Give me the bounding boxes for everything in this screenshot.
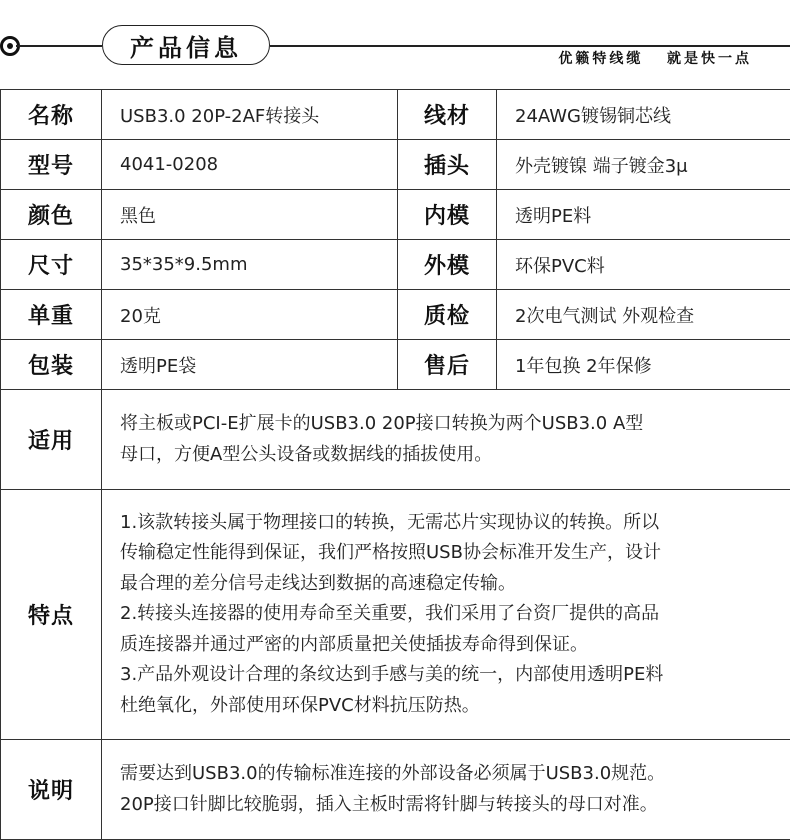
spec-value: 透明PE袋 — [102, 340, 398, 390]
spec-row — [1, 190, 790, 240]
features-line: 1.该款转接头属于物理接口的转换，无需芯片实现协议的转换。所以 — [120, 511, 660, 533]
notes-label: 说明 — [1, 740, 102, 840]
spec-value: 20克 — [102, 290, 398, 340]
features-line: 最合理的差分信号走线达到数据的高速稳定传输。 — [120, 572, 516, 594]
spec-label: 外模 — [398, 240, 497, 290]
spec-row — [1, 290, 790, 340]
spec-label: 线材 — [398, 90, 497, 140]
notes-row — [1, 740, 790, 840]
spec-value: 4041-0208 — [102, 140, 398, 190]
spec-row — [1, 140, 790, 190]
spec-label: 型号 — [1, 140, 102, 190]
usage-label: 适用 — [1, 390, 102, 490]
features-line: 传输稳定性能得到保证，我们严格按照USB协会标准开发生产，设计 — [120, 542, 661, 564]
spec-label: 包装 — [1, 340, 102, 390]
usage-line: 将主板或PCI-E扩展卡的USB3.0 20P接口转换为两个USB3.0 A型 — [120, 413, 644, 434]
spec-row — [1, 340, 790, 390]
spec-row — [1, 240, 790, 290]
spec-label: 内模 — [398, 190, 497, 240]
spec-table — [0, 89, 790, 840]
notes-line: 需要达到USB3.0的传输标准连接的外部设备必须属于USB3.0规范。 — [120, 763, 666, 784]
spec-value: 外壳镀镍 端子镀金3μ — [497, 140, 790, 190]
usage-text — [102, 390, 790, 490]
spec-value: 35*35*9.5mm — [102, 240, 398, 290]
spec-label: 售后 — [398, 340, 497, 390]
notes-line: 20P接口针脚比较脆弱，插入主板时需将针脚与转接头的母口对准。 — [120, 793, 658, 815]
usage-line: 母口，方便A型公头设备或数据线的插拔使用。 — [120, 443, 493, 465]
features-text — [102, 490, 790, 740]
features-line: 3.产品外观设计合理的条纹达到手感与美的统一，内部使用透明PE料 — [120, 664, 664, 686]
page-header — [0, 0, 790, 88]
features-row — [1, 490, 790, 740]
section-title: 产品信息 — [102, 25, 270, 65]
spec-label: 尺寸 — [1, 240, 102, 290]
header-line-right — [270, 45, 790, 47]
spec-label: 插头 — [398, 140, 497, 190]
spec-value: 1年包换 2年保修 — [497, 340, 790, 390]
notes-text — [102, 740, 790, 840]
spec-label: 名称 — [1, 90, 102, 140]
features-line: 质连接器并通过严密的内部质量把关使插拔寿命得到保证。 — [120, 633, 588, 655]
features-line: 2.转接头连接器的使用寿命至关重要，我们采用了台资厂提供的高品 — [120, 603, 660, 625]
header-line-left — [16, 45, 102, 47]
usage-row — [1, 390, 790, 490]
spec-value: 黑色 — [102, 190, 398, 240]
spec-label: 单重 — [1, 290, 102, 340]
spec-value: USB3.0 20P-2AF转接头 — [102, 90, 398, 140]
features-label: 特点 — [1, 490, 102, 740]
spec-value: 24AWG镀锡铜芯线 — [497, 90, 790, 140]
features-line: 杜绝氧化，外部使用环保PVC材料抗压防热。 — [120, 694, 480, 716]
spec-value: 透明PE料 — [497, 190, 790, 240]
spec-label: 颜色 — [1, 190, 102, 240]
spec-label: 质检 — [398, 290, 497, 340]
brand-slogan: 优籁特线缆 就是快一点 — [558, 51, 752, 67]
spec-value: 2次电气测试 外观检查 — [497, 290, 790, 340]
spec-row — [1, 90, 790, 140]
spec-value: 环保PVC料 — [497, 240, 790, 290]
